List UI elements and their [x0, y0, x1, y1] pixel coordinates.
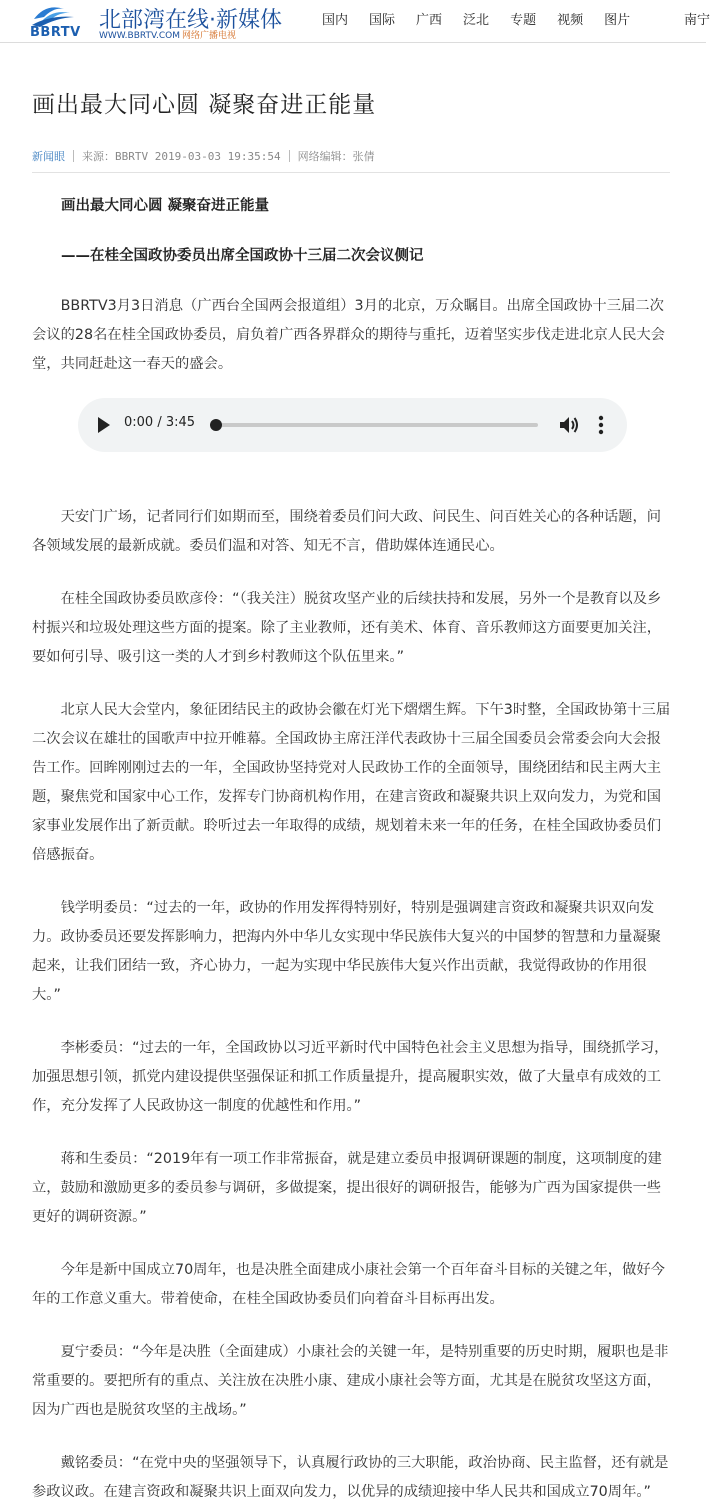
audio-player	[78, 398, 627, 452]
logo-title: 北部湾在线·新媒体	[99, 8, 282, 33]
nav-item-pan-beibu[interactable]: 泛北	[463, 13, 490, 28]
logo-url	[99, 28, 236, 41]
audio-seek-bar[interactable]	[214, 423, 538, 427]
volume-icon[interactable]	[558, 415, 580, 435]
meta-divider	[73, 150, 74, 162]
article-body	[32, 192, 672, 1507]
paragraph-9: 夏宁委员：“今年是决胜（全面建成）小康社会的关键一年，是特别重要的历史时期，履职也是非常重要的。要把所有的重点、关注放在决胜小康、建成小康社会等方面，尤其是在脱贫攻坚这方面，因为广西也是脱贫攻坚的主战场。”	[32, 1344, 669, 1418]
meta-brand[interactable]: 新闻眼	[32, 150, 65, 163]
nav-item-domestic[interactable]: 国内	[322, 13, 349, 28]
paragraph-2: 天安门广场，记者同行们如期而至，围绕着委员们问大政、问民生、问百姓关心的各种话题，问各领域发展的最新成就。委员们温和对答、知无不言，借助媒体连通民心。	[32, 509, 662, 554]
play-icon[interactable]	[98, 417, 110, 433]
meta-editor: 网络编辑：张倩	[297, 150, 375, 163]
meta-underline	[32, 172, 670, 173]
nav-item-pictures[interactable]: 图片	[604, 13, 631, 28]
main-nav	[322, 12, 651, 30]
nav-item-special[interactable]: 专题	[510, 13, 537, 28]
nav-item-guangxi[interactable]: 广西	[416, 13, 443, 28]
article-subtitle: 画出最大同心圆 凝聚奋进正能量	[61, 198, 270, 214]
meta-divider	[289, 150, 290, 162]
nav-item-video[interactable]: 视频	[557, 13, 584, 28]
logo-sub: 网络广播电视	[181, 31, 236, 41]
audio-seek-handle[interactable]	[210, 419, 222, 431]
article-meta	[32, 148, 375, 164]
audio-time: 0:00 / 3:45	[124, 415, 196, 430]
logo-brand: BBRTV	[30, 25, 81, 40]
logo-url-text: WWW.BBRTV.COM	[99, 31, 180, 41]
paragraph-3: 在桂全国政协委员欧彦伶：“（我关注）脱贫攻坚产业的后续扶持和发展，另外一个是教育以及乡村振兴和垃圾处理这些方面的提案。除了主业教师，还有美术、体育、音乐教师这方面要更加关注，要如何引导、吸引这一类的人才到乡村教师这个队伍里来。”	[32, 591, 662, 665]
meta-source: 来源：BBRTV 2019-03-03 19:35:54	[82, 150, 281, 163]
paragraph-10: 戴铭委员：“在党中央的坚强领导下，认真履行政协的三大职能，政治协商、民主监督，还有就是参政议政。在建言资政和凝聚共识上面双向发力，以优异的成绩迎接中华人民共和国成立70周年。”	[32, 1455, 669, 1500]
article-subtitle-secondary: ——在桂全国政协委员出席全国政协十三届二次会议侧记	[61, 248, 424, 264]
paragraph-4: 北京人民大会堂内，象征团结民主的政协会徽在灯光下熠熠生辉。下午3时整，全国政协第十三届二次会议在雄壮的国歌声中拉开帷幕。全国政协主席汪洋代表政协十三届全国委员会常委会向大会报告工作。回眸刚刚过去的一年，全国政协坚持党对人民政协工作的全面领导，围绕团结和民主两大主题，聚焦党和国家中心工作，发挥专门协商机构作用，在建言资政和凝聚共识上双向发力，为党和国家事业发展作出了新贡献。聆听过去一年取得的成绩，规划着未来一年的任务，在桂全国政协委员们倍感振奋。	[32, 702, 671, 863]
paragraph-6: 李彬委员：“过去的一年，全国政协以习近平新时代中国特色社会主义思想为指导，围绕抓学习，加强思想引领，抓党内建设提供坚强保证和抓工作质量提升，提高履职实效，做了大量卓有成效的工作，充分发挥了人民政协这一制度的优越性和作用。”	[32, 1040, 669, 1114]
top-bar	[0, 0, 710, 43]
paragraph-5: 钱学明委员：“过去的一年，政协的作用发挥得特别好，特别是强调建言资政和凝聚共识双向发力。政协委员还要发挥影响力，把海内外中华儿女实现中华民族伟大复兴的中国梦的智慧和力量凝聚起来，让我们团结一致，齐心协力，一起为实现中华民族伟大复兴作出贡献，我觉得政协的作用很大。”	[32, 900, 662, 1003]
paragraph-1: BBRTV3月3日消息（广西台全国两会报道组）3月的北京，万众瞩目。出席全国政协十三届二次会议的28名在桂全国政协委员，肩负着广西各界群众的期待与重托，迈着坚实步伐走进北京人民大会堂，共同赶赴这一春天的盛会。	[32, 298, 665, 372]
paragraph-7: 蒋和生委员：“2019年有一项工作非常振奋，就是建立委员申报调研课题的制度，这项制度的建立，鼓励和激励更多的委员参与调研，多做提案，提出很好的调研报告，能够为广西为国家提供一些更好的调研资源。”	[32, 1151, 662, 1225]
paragraph-8: 今年是新中国成立70周年，也是决胜全面建成小康社会第一个百年奋斗目标的关键之年，做好今年的工作意义重大。带着使命，在桂全国政协委员们向着奋斗目标再出发。	[32, 1262, 665, 1307]
more-vert-icon[interactable]	[598, 415, 604, 435]
page-title: 画出最大同心圆 凝聚奋进正能量	[32, 92, 377, 118]
nav-item-nanning[interactable]: 南宁	[684, 13, 710, 28]
nav-item-international[interactable]: 国际	[369, 13, 396, 28]
site-logo[interactable]	[30, 3, 285, 39]
